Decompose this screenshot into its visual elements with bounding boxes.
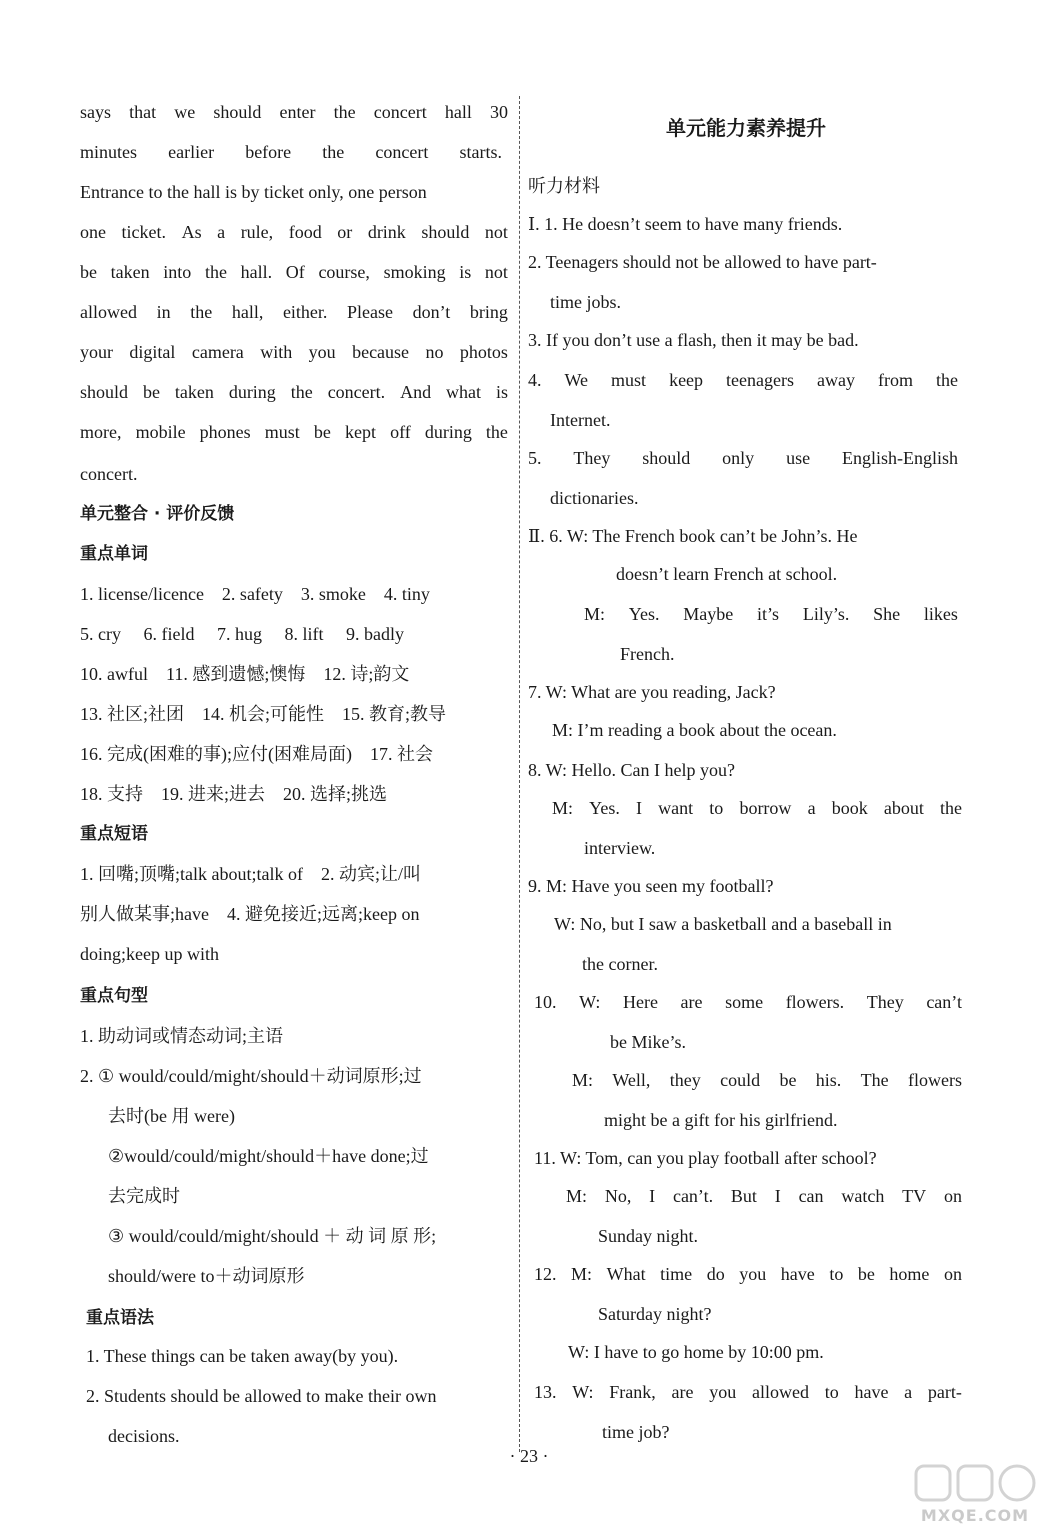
sentence-line: 去完成时	[108, 1186, 180, 1206]
transcript-line: might be a gift for his girlfriend.	[604, 1110, 838, 1130]
phrase-line: doing;keep up with	[80, 944, 219, 964]
transcript-line: M: Yes. Maybe it’s Lily’s. She likes	[584, 604, 958, 624]
sentence-line: should/were to＋动词原形	[108, 1266, 305, 1286]
transcript-line: 2. Teenagers should not be allowed to have part-	[528, 252, 877, 272]
grammar-line: decisions.	[108, 1426, 180, 1446]
vocab-heading: 重点单词	[80, 544, 148, 564]
transcript-line: be Mike’s.	[610, 1032, 686, 1052]
vocab-line: 5. cry 6. field 7. hug 8. lift 9. badly	[80, 624, 404, 644]
transcript-line: time job?	[602, 1422, 670, 1442]
watermark-logo	[910, 1462, 1040, 1530]
paragraph-line: Entrance to the hall is by ticket only, one person	[80, 182, 427, 202]
transcript-line: Sunday night.	[598, 1226, 699, 1246]
phrase-line: 别人做某事;have 4. 避免接近;远离;keep on	[80, 904, 420, 924]
transcript-line: interview.	[584, 838, 656, 858]
paragraph-line: concert.	[80, 464, 138, 484]
transcript-line: 12. M: What time do you have to be home on	[534, 1264, 962, 1284]
page-title: 单元能力素养提升	[666, 116, 826, 140]
column-divider	[519, 96, 520, 1452]
vocab-line: 16. 完成(困难的事);应付(困难局面) 17. 社会	[80, 744, 433, 764]
sentence-line: 2. ① would/could/might/should＋动词原形;过	[80, 1066, 422, 1086]
page-number: · 23 ·	[509, 1446, 549, 1466]
transcript-line: French.	[620, 644, 675, 664]
watermark-site: MXQE.COM	[920, 1506, 1030, 1525]
transcript-line: 4. We must keep teenagers away from the	[528, 370, 958, 390]
grammar-heading: 重点语法	[86, 1308, 154, 1328]
vocab-line: 1. license/licence 2. safety 3. smoke 4. tiny	[80, 584, 430, 604]
transcript-line: 7. W: What are you reading, Jack?	[528, 682, 776, 702]
transcript-line: Internet.	[550, 410, 611, 430]
transcript-line: 11. W: Tom, can you play football after school?	[534, 1148, 877, 1168]
transcript-line: time jobs.	[550, 292, 621, 312]
transcript-line: 10. W: Here are some flowers. They can’t	[534, 992, 962, 1012]
paragraph-line: one ticket. As a rule, food or drink should not	[80, 222, 508, 242]
paragraph-line: says that we should enter the concert hall 30	[80, 102, 508, 122]
transcript-line: M: No, I can’t. But I can watch TV on	[566, 1186, 962, 1206]
sentence-line: ③ would/could/might/should ＋ 动 词 原 形;	[108, 1226, 437, 1246]
phrase-line: 1. 回嘴;顶嘴;talk about;talk of 2. 动宾;让/叫	[80, 864, 421, 884]
paragraph-line: allowed in the hall, either. Please don’t bring	[80, 302, 508, 322]
sentence-heading: 重点句型	[80, 986, 148, 1006]
transcript-line: Saturday night?	[598, 1304, 712, 1324]
sentence-line: 去时(be 用 were)	[108, 1106, 235, 1126]
transcript-line: 3. If you don’t use a flash, then it may be bad.	[528, 330, 859, 350]
paragraph-line: your digital camera with you because no photos	[80, 342, 508, 362]
transcript-line: 9. M: Have you seen my football?	[528, 876, 774, 896]
grammar-line: 1. These things can be taken away(by you).	[86, 1346, 399, 1366]
paragraph-line: should be taken during the concert. And what is	[80, 382, 508, 402]
phrase-heading: 重点短语	[80, 824, 148, 844]
vocab-line: 18. 支持 19. 进来;进去 20. 选择;挑选	[80, 784, 388, 804]
transcript-line: M: Yes. I want to borrow a book about the	[552, 798, 962, 818]
vocab-line: 13. 社区;社团 14. 机会;可能性 15. 教育;教导	[80, 704, 447, 724]
grammar-line: 2. Students should be allowed to make their own	[86, 1386, 437, 1406]
transcript-line: dictionaries.	[550, 488, 639, 508]
transcript-line: doesn’t learn French at school.	[616, 564, 838, 584]
transcript-line: Ⅱ. 6. W: The French book can’t be John’s. He	[528, 526, 858, 546]
paragraph-line: minutes earlier before the concert starts.	[80, 142, 502, 162]
section-title: 单元整合 · 评价反馈	[80, 504, 235, 524]
paragraph-line: be taken into the hall. Of course, smoking is not	[80, 262, 508, 282]
sentence-line: ②would/could/might/should＋have done;过	[108, 1146, 429, 1166]
transcript-line: 8. W: Hello. Can I help you?	[528, 760, 735, 780]
transcript-line: 13. W: Frank, are you allowed to have a part-	[534, 1382, 962, 1402]
transcript-line: W: No, but I saw a basketball and a baseball in	[554, 914, 892, 934]
vocab-line: 10. awful 11. 感到遗憾;懊悔 12. 诗;韵文	[80, 664, 410, 684]
transcript-line: the corner.	[582, 954, 658, 974]
sentence-line: 1. 助动词或情态动词;主语	[80, 1026, 283, 1046]
transcript-line: M: I’m reading a book about the ocean.	[552, 720, 837, 740]
listening-heading: 听力材料	[528, 176, 600, 196]
transcript-line: M: Well, they could be his. The flowers	[572, 1070, 962, 1090]
paragraph-line: more, mobile phones must be kept off during the	[80, 422, 508, 442]
watermark-glyphs-icon	[910, 1462, 1040, 1506]
transcript-line: W: I have to go home by 10:00 pm.	[568, 1342, 824, 1362]
transcript-line: 5. They should only use English-English	[528, 448, 958, 468]
transcript-line: Ⅰ. 1. He doesn’t seem to have many friends.	[528, 214, 843, 234]
